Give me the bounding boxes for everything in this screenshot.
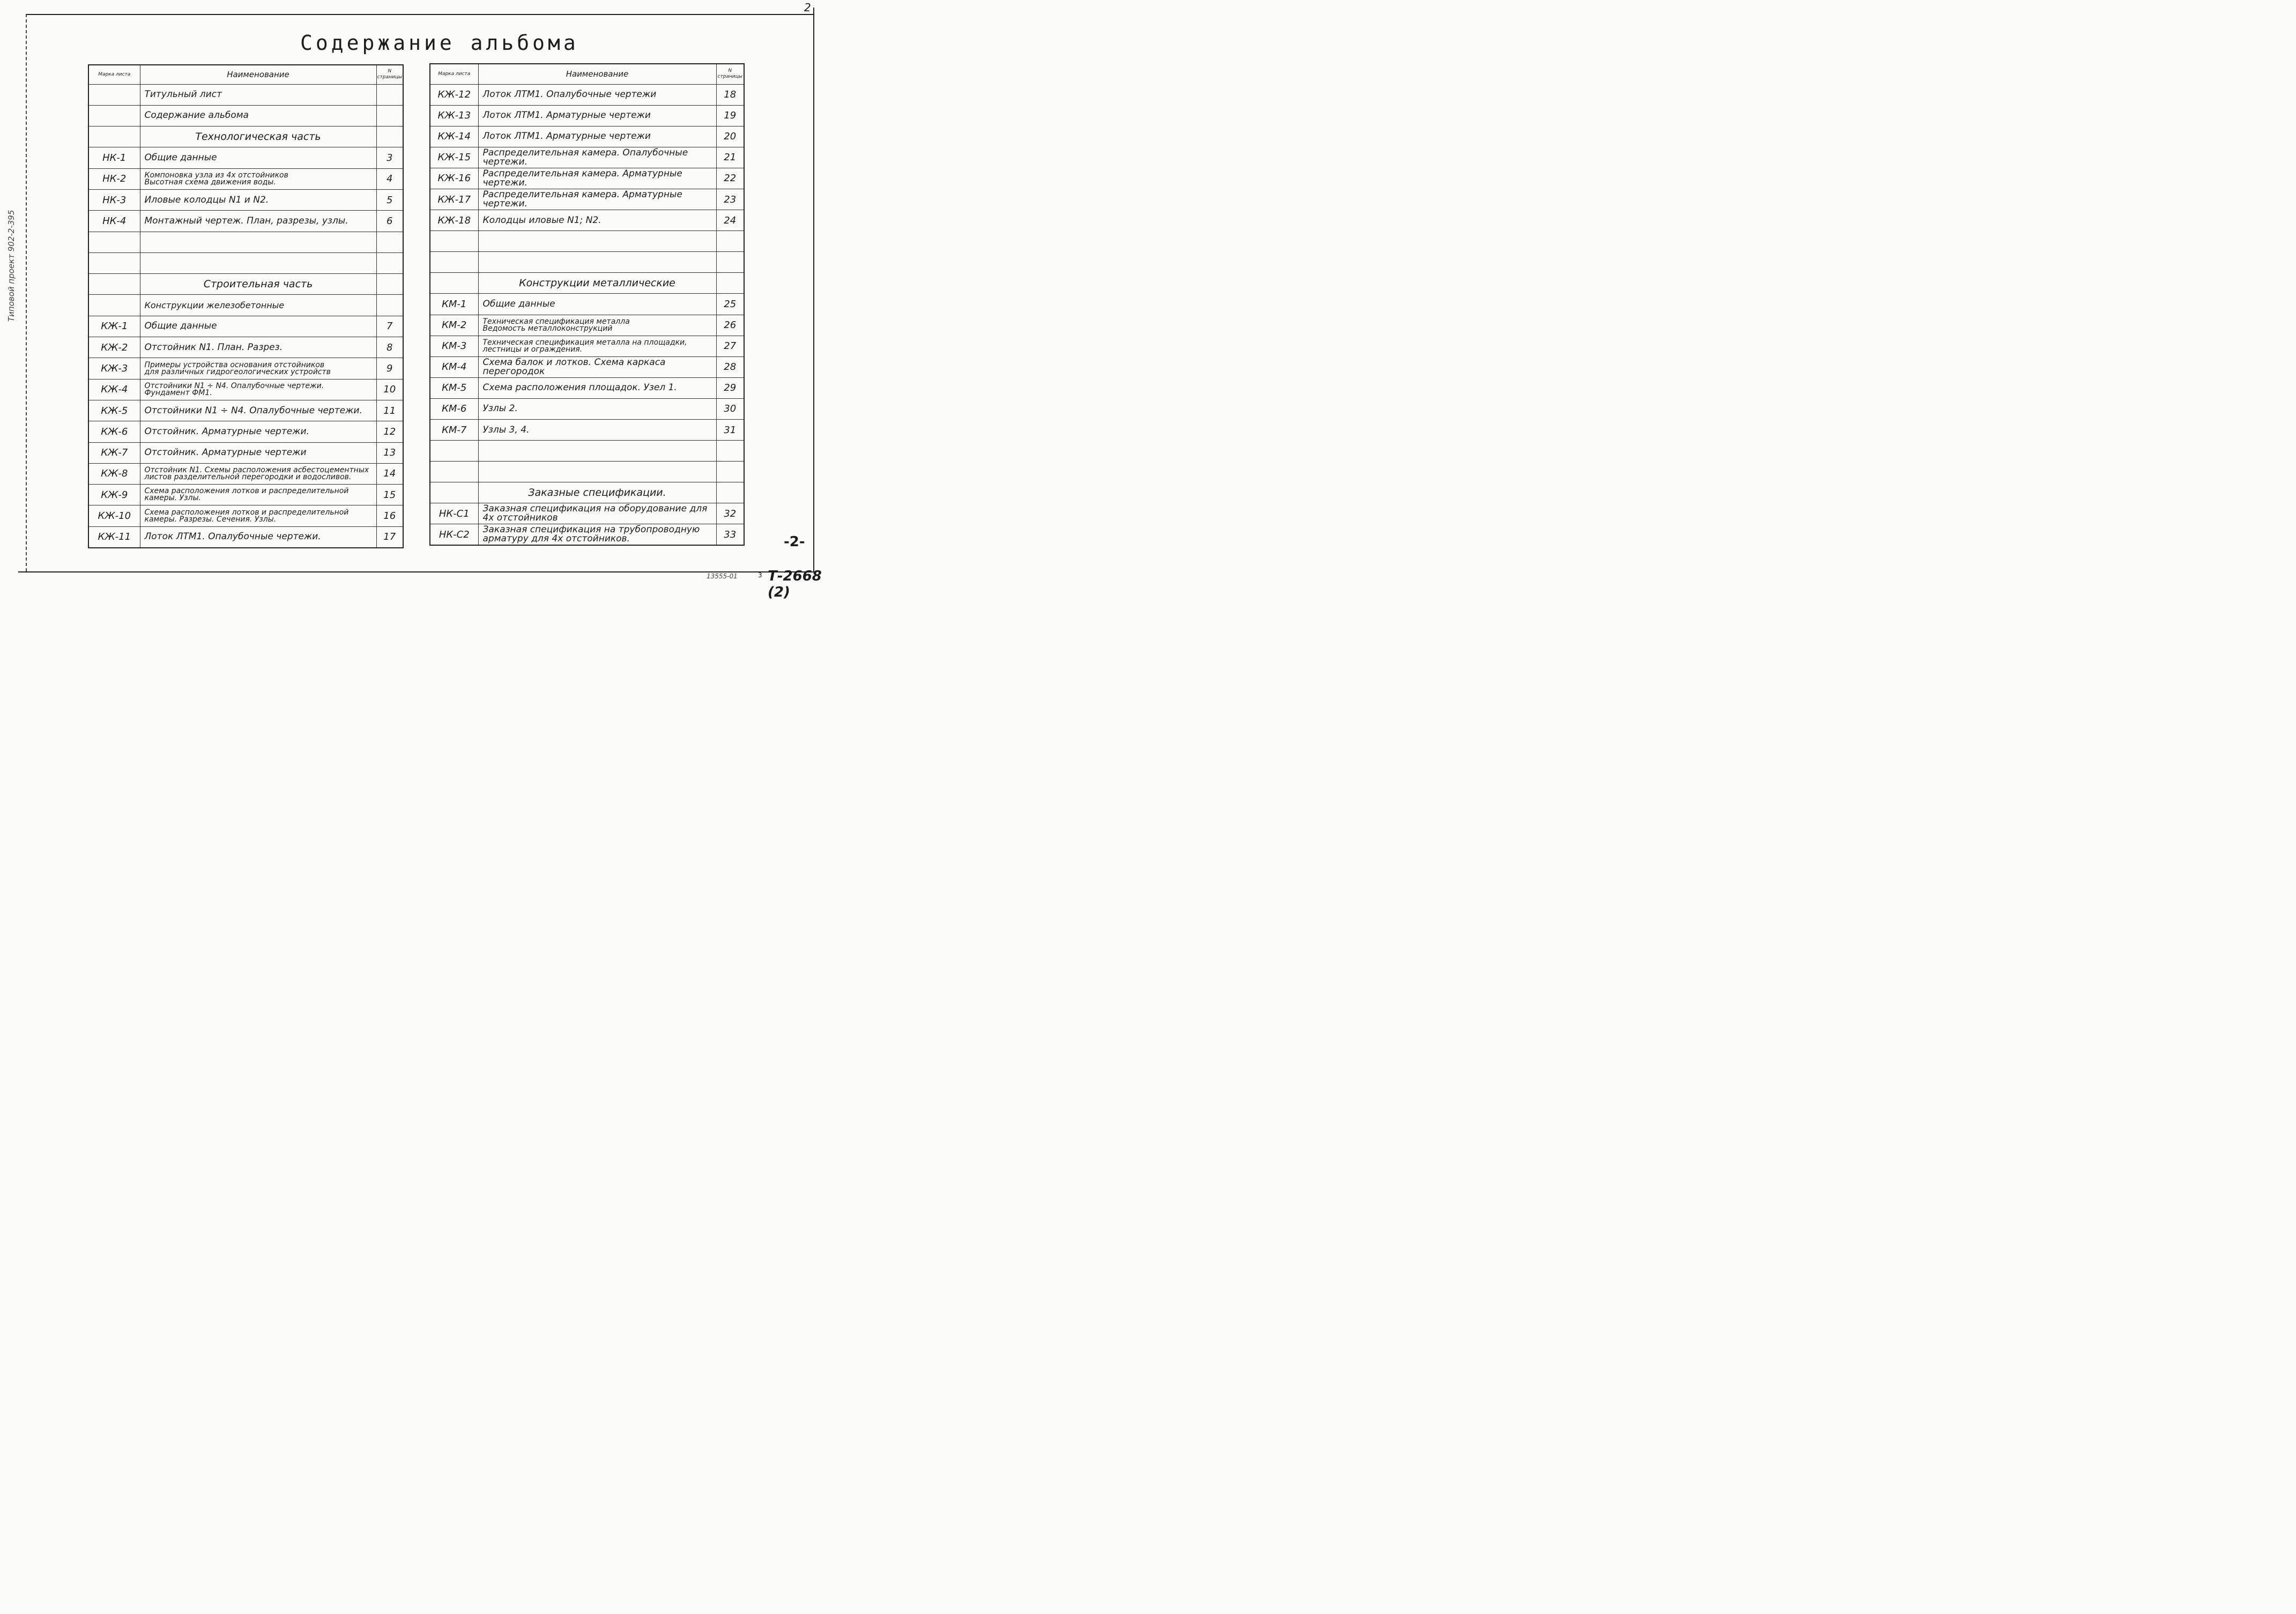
sheet-mark: КМ-1 [430, 294, 478, 315]
page-number [716, 482, 744, 503]
page-number [716, 441, 744, 462]
sheet-name: Отстойник N1. Схемы расположения асбестоцементных листов разделительной перегородки и водосливов. [140, 463, 376, 484]
table-row [430, 168, 744, 189]
sheet-name: Техническая спецификация металла на площадки, лестницы и ограждения. [478, 336, 716, 356]
table-row [430, 420, 744, 441]
table-row [430, 398, 744, 419]
header-mark: Марка листа [88, 65, 140, 84]
table-row [88, 421, 403, 442]
table-row [430, 482, 744, 503]
page-number [376, 127, 403, 147]
table-row [88, 295, 403, 316]
page-number [376, 232, 403, 252]
table-row [430, 377, 744, 398]
sheet-mark [430, 252, 478, 273]
sheet-mark: НК-3 [88, 189, 140, 210]
page-number [376, 295, 403, 316]
sheet-name: Схема расположения лотков и распределительной камеры. Разрезы. Сечения. Узлы. [140, 505, 376, 526]
sheet-name: Узлы 3, 4. [478, 420, 716, 441]
sheet-mark: КМ-3 [430, 336, 478, 356]
sheet-mark: КМ-5 [430, 377, 478, 398]
table-row [430, 336, 744, 356]
sheet-name: Лоток ЛТМ1. Арматурные чертежи [478, 126, 716, 147]
album-title: Содержание альбома [300, 31, 579, 55]
sheet-mark [430, 441, 478, 462]
table-row [88, 211, 403, 232]
table-row [88, 505, 403, 526]
page-number: 3 [376, 147, 403, 168]
table-row [88, 252, 403, 273]
table-row [430, 252, 744, 273]
sheet-name: Отстойник N1. План. Разрез. [140, 337, 376, 358]
sheet-name: Компоновка узла из 4х отстойников Высотная схема движения воды. [140, 168, 376, 189]
sheet-name: Распределительная камера. Арматурные чертежи. [478, 168, 716, 189]
sheet-mark: КМ-6 [430, 398, 478, 419]
table-row [430, 503, 744, 524]
sheet-name: Общие данные [478, 294, 716, 315]
page-number: 25 [716, 294, 744, 315]
table-row [88, 84, 403, 105]
page-number [716, 231, 744, 252]
sheet-name: Конструкции железобетонные [140, 295, 376, 316]
page-number: 13 [376, 442, 403, 463]
sheet-name: Отстойник. Арматурные чертежи. [140, 421, 376, 442]
sheet-name [478, 231, 716, 252]
table-row [430, 231, 744, 252]
sheet-mark: КЖ-1 [88, 316, 140, 337]
page-number: 20 [716, 126, 744, 147]
table-row [430, 462, 744, 482]
table-row [88, 316, 403, 337]
page-number [376, 274, 403, 295]
frame-right-line [813, 8, 814, 571]
table-row [430, 356, 744, 377]
header-mark: Марка листа [430, 64, 478, 84]
sheet-name [140, 252, 376, 273]
frame-bottom-line [18, 571, 814, 572]
page-number: 16 [376, 505, 403, 526]
page-number: 7 [376, 316, 403, 337]
sheet-mark [430, 273, 478, 294]
page-number: 28 [716, 356, 744, 377]
sheet-name: Содержание альбома [140, 105, 376, 126]
sheet-name: Заказная спецификация на оборудование для 4х отстойников [478, 503, 716, 524]
sheet-mark [88, 127, 140, 147]
contents-table-left [88, 64, 404, 548]
sheet-name: Лоток ЛТМ1. Арматурные чертежи [478, 105, 716, 126]
sheet-mark: КЖ-13 [430, 105, 478, 126]
sheet-name: Монтажный чертеж. План, разрезы, узлы. [140, 211, 376, 232]
page-number [376, 84, 403, 105]
sheet-mark: КЖ-12 [430, 84, 478, 105]
sheet-name: Схема расположения лотков и распределительной камеры. Узлы. [140, 485, 376, 505]
page-number-top: 2 [804, 1, 812, 14]
page-number: 9 [376, 358, 403, 379]
table-row [88, 463, 403, 484]
page-number: 23 [716, 189, 744, 210]
page-number: 4 [376, 168, 403, 189]
header-page: N страницы [376, 65, 403, 84]
table-row [88, 400, 403, 421]
sheet-mark: КЖ-17 [430, 189, 478, 210]
header-page: N страницы [716, 64, 744, 84]
frame-left-line [26, 14, 27, 571]
page-number: 26 [716, 315, 744, 336]
sheet-name: Иловые колодцы N1 и N2. [140, 189, 376, 210]
page-number: 6 [376, 211, 403, 232]
table-row [88, 485, 403, 505]
sheet-mark [88, 84, 140, 105]
page-number [376, 252, 403, 273]
sheet-mark: НК-4 [88, 211, 140, 232]
page-number [716, 252, 744, 273]
sheet-mark: КМ-7 [430, 420, 478, 441]
page-number: 29 [716, 377, 744, 398]
sheet-name [140, 232, 376, 252]
sheet-mark [88, 105, 140, 126]
contents-table-right [429, 63, 745, 546]
page-number [376, 105, 403, 126]
table-row [88, 105, 403, 126]
page-number: 24 [716, 210, 744, 231]
sheet-name: Титульный лист [140, 84, 376, 105]
sheet-mark [430, 482, 478, 503]
sheet-mark: КМ-2 [430, 315, 478, 336]
sheet-mark: КЖ-8 [88, 463, 140, 484]
footer-sheet-number: 3 [758, 571, 762, 579]
sheet-mark: КЖ-14 [430, 126, 478, 147]
table-row [430, 210, 744, 231]
sheet-mark: НК-2 [88, 168, 140, 189]
page-number: 17 [376, 526, 403, 547]
sheet-mark: КЖ-7 [88, 442, 140, 463]
page-number: 18 [716, 84, 744, 105]
sheet-mark [88, 295, 140, 316]
sheet-name: Заказная спецификация на трубопроводную арматуру для 4х отстойников. [478, 524, 716, 545]
sheet-name [478, 252, 716, 273]
sheet-name: Общие данные [140, 316, 376, 337]
sheet-name: Лоток ЛТМ1. Опалубочные чертежи [478, 84, 716, 105]
page-number: 22 [716, 168, 744, 189]
table-row [430, 105, 744, 126]
table-row [88, 379, 403, 400]
sheet-name: Схема балок и лотков. Схема каркаса перегородок [478, 356, 716, 377]
page-number: 21 [716, 147, 744, 168]
page-number: 5 [376, 189, 403, 210]
page-number-right: -2- [784, 534, 805, 550]
sheet-mark: НК-1 [88, 147, 140, 168]
sheet-mark: КЖ-16 [430, 168, 478, 189]
table-row [88, 526, 403, 547]
page-number: 15 [376, 485, 403, 505]
sheet-mark [88, 232, 140, 252]
table-row [88, 442, 403, 463]
table-row [88, 168, 403, 189]
table-row [88, 147, 403, 168]
header-name: Наименование [478, 64, 716, 84]
table-row [430, 315, 744, 336]
sheet-name: Распределительная камера. Арматурные чертежи. [478, 189, 716, 210]
sheet-name: Отстойники N1 ÷ N4. Опалубочные чертежи. [140, 400, 376, 421]
sheet-name: Отстойник. Арматурные чертежи [140, 442, 376, 463]
table-row [430, 524, 744, 545]
sheet-mark: КЖ-3 [88, 358, 140, 379]
page-number: 30 [716, 398, 744, 419]
sheet-mark [430, 462, 478, 482]
page-number: 10 [376, 379, 403, 400]
table-row [430, 441, 744, 462]
sheet-name: Конструкции металлические [478, 273, 716, 294]
side-stamp: Типовой проект 902-2-395 [6, 210, 16, 322]
sheet-name: Общие данные [140, 147, 376, 168]
sheet-mark: КЖ-6 [88, 421, 140, 442]
sheet-mark [88, 274, 140, 295]
page-number: 11 [376, 400, 403, 421]
sheet-mark: КЖ-10 [88, 505, 140, 526]
footer-album-number: Т-2668 (2) [768, 568, 822, 600]
table-row [88, 337, 403, 358]
page-number: 19 [716, 105, 744, 126]
sheet-mark: КЖ-2 [88, 337, 140, 358]
sheet-name: Технологическая часть [140, 127, 376, 147]
sheet-mark: НК-С1 [430, 503, 478, 524]
sheet-mark: КЖ-4 [88, 379, 140, 400]
table-row [88, 189, 403, 210]
sheet-name: Техническая спецификация металла Ведомость металлоконструкций [478, 315, 716, 336]
frame-top-line [26, 14, 814, 15]
table-row [430, 189, 744, 210]
sheet-name: Отстойники N1 ÷ N4. Опалубочные чертежи. Фундамент ФМ1. [140, 379, 376, 400]
table-row [430, 126, 744, 147]
sheet-mark [430, 231, 478, 252]
table-row [88, 127, 403, 147]
page-number: 33 [716, 524, 744, 545]
sheet-mark: КЖ-11 [88, 526, 140, 547]
page-number: 31 [716, 420, 744, 441]
table-row [430, 147, 744, 168]
sheet-mark: КЖ-18 [430, 210, 478, 231]
header-name: Наименование [140, 65, 376, 84]
sheet-name: Колодцы иловые N1; N2. [478, 210, 716, 231]
page-number: 27 [716, 336, 744, 356]
sheet-name: Лоток ЛТМ1. Опалубочные чертежи. [140, 526, 376, 547]
page-number: 12 [376, 421, 403, 442]
sheet-name: Узлы 2. [478, 398, 716, 419]
sheet-name: Схема расположения площадок. Узел 1. [478, 377, 716, 398]
sheet-name: Распределительная камера. Опалубочные чертежи. [478, 147, 716, 168]
sheet-mark: КМ-4 [430, 356, 478, 377]
sheet-name: Заказные спецификации. [478, 482, 716, 503]
sheet-name: Примеры устройства основания отстойников для различных гидрогеологических устройств [140, 358, 376, 379]
page-number: 14 [376, 463, 403, 484]
footer-code: 13555-01 [707, 572, 738, 580]
sheet-name [478, 441, 716, 462]
page-number: 32 [716, 503, 744, 524]
table-row [88, 274, 403, 295]
table-row [88, 358, 403, 379]
sheet-name [478, 462, 716, 482]
table-row [430, 294, 744, 315]
sheet-name: Строительная часть [140, 274, 376, 295]
sheet-mark: КЖ-5 [88, 400, 140, 421]
page-number [716, 462, 744, 482]
table-row [430, 273, 744, 294]
sheet-mark: КЖ-9 [88, 485, 140, 505]
table-row [88, 232, 403, 252]
sheet-mark [88, 252, 140, 273]
table-row [430, 84, 744, 105]
sheet-mark: НК-С2 [430, 524, 478, 545]
page-number [716, 273, 744, 294]
page-number: 8 [376, 337, 403, 358]
sheet-mark: КЖ-15 [430, 147, 478, 168]
